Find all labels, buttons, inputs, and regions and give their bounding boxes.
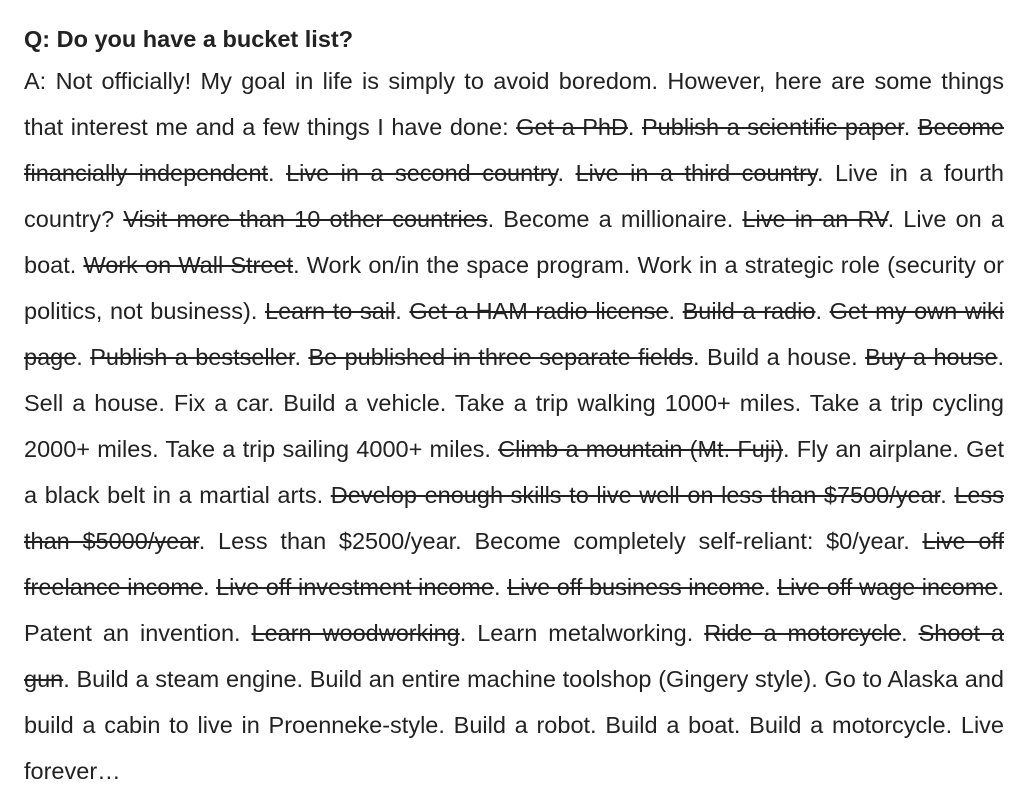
answer-text: . Sell a house. Fix a car. Build a vehicle. Take a trip walking 1000+ miles. Take a trip cycling 2000+ miles. Take a trip sailing 4000+ miles. bbox=[24, 344, 1005, 462]
completed-item: Learn to sail bbox=[265, 298, 396, 324]
answer-text: . bbox=[668, 298, 683, 324]
answer-text: . Fly an airplane. Get a black belt in a martial arts. bbox=[24, 436, 1004, 508]
completed-item: Get a HAM radio license bbox=[409, 298, 669, 324]
answer-text: . bbox=[627, 114, 642, 140]
completed-item: Live in a third country bbox=[575, 160, 817, 186]
answer-text: Not officially! My goal in life is simply to avoid boredom. However, here are some things that interest me and a few things I have done: bbox=[24, 68, 1004, 140]
completed-item: Visit more than 10 other countries bbox=[123, 206, 488, 232]
completed-item: Develop enough skills to live well on less than $7500/year bbox=[330, 482, 941, 508]
answer-text: . bbox=[268, 160, 287, 186]
completed-item: Less than $5000/year bbox=[24, 482, 1004, 554]
answer-text: . Less than $2500/year. Become completely self-reliant: $0/year. bbox=[198, 528, 923, 554]
completed-item: Get a PhD bbox=[516, 114, 628, 140]
completed-item: Live off investment income bbox=[216, 574, 494, 600]
completed-item: Publish a bestseller bbox=[90, 344, 295, 370]
answer-text: . Patent an invention. bbox=[24, 574, 1005, 646]
answer-text: . Work on/in the space program. Work in a strategic role (security or politics, not business). bbox=[24, 252, 1004, 324]
completed-item: Buy a house bbox=[865, 344, 998, 370]
answer-text: . bbox=[557, 160, 576, 186]
completed-item: Live off freelance income bbox=[24, 528, 1005, 600]
completed-item: Work on Wall Street bbox=[83, 252, 294, 278]
answer-text: . bbox=[903, 114, 918, 140]
answer-text: . Become a millionaire. bbox=[487, 206, 743, 232]
answer-text: . Build a house. bbox=[693, 344, 866, 370]
completed-item: Get my own wiki page bbox=[24, 298, 1004, 370]
completed-item: Climb a mountain (Mt. Fuji) bbox=[498, 436, 784, 462]
completed-item: Live off business income bbox=[507, 574, 764, 600]
answer-text: . bbox=[493, 574, 508, 600]
answer-text: . Live on a boat. bbox=[24, 206, 1004, 278]
completed-item: Shoot a gun bbox=[24, 620, 1005, 692]
answer-text: . bbox=[764, 574, 778, 600]
question-heading: Q: Do you have a bucket list? bbox=[24, 26, 354, 52]
completed-item: Live in an RV bbox=[742, 206, 888, 232]
answer-text: . bbox=[940, 482, 955, 508]
answer-text: . bbox=[395, 298, 410, 324]
answer-text: . Live in a fourth country? bbox=[24, 160, 1004, 232]
answer-text: . bbox=[76, 344, 91, 370]
answer-text: . bbox=[294, 344, 309, 370]
completed-item: Live off wage income bbox=[777, 574, 998, 600]
completed-item: Learn woodworking bbox=[251, 620, 460, 646]
completed-item: Build a radio bbox=[682, 298, 816, 324]
answer-text: . bbox=[815, 298, 830, 324]
completed-item: Become financially independent bbox=[24, 114, 1004, 186]
answer-paragraph bbox=[24, 58, 1004, 794]
completed-item: Live in a second country bbox=[286, 160, 558, 186]
answer-text: . bbox=[901, 620, 919, 646]
answer-text: . Build a steam engine. Build an entire machine toolshop (Gingery style). Go to Alaska and build a cabin to live in Proenneke-style. Build a robot. Build a boat. Build a motorcycle. Live forever… bbox=[24, 666, 1004, 784]
answer-body bbox=[24, 68, 1004, 784]
completed-item: Publish a scientific paper bbox=[642, 114, 904, 140]
completed-item: Be published in three separate fields bbox=[308, 344, 694, 370]
answer-text: . bbox=[202, 574, 217, 600]
completed-item: Ride a motorcycle bbox=[704, 620, 902, 646]
answer-text: . Learn metalworking. bbox=[459, 620, 705, 646]
answer-prefix: A: bbox=[24, 68, 56, 94]
